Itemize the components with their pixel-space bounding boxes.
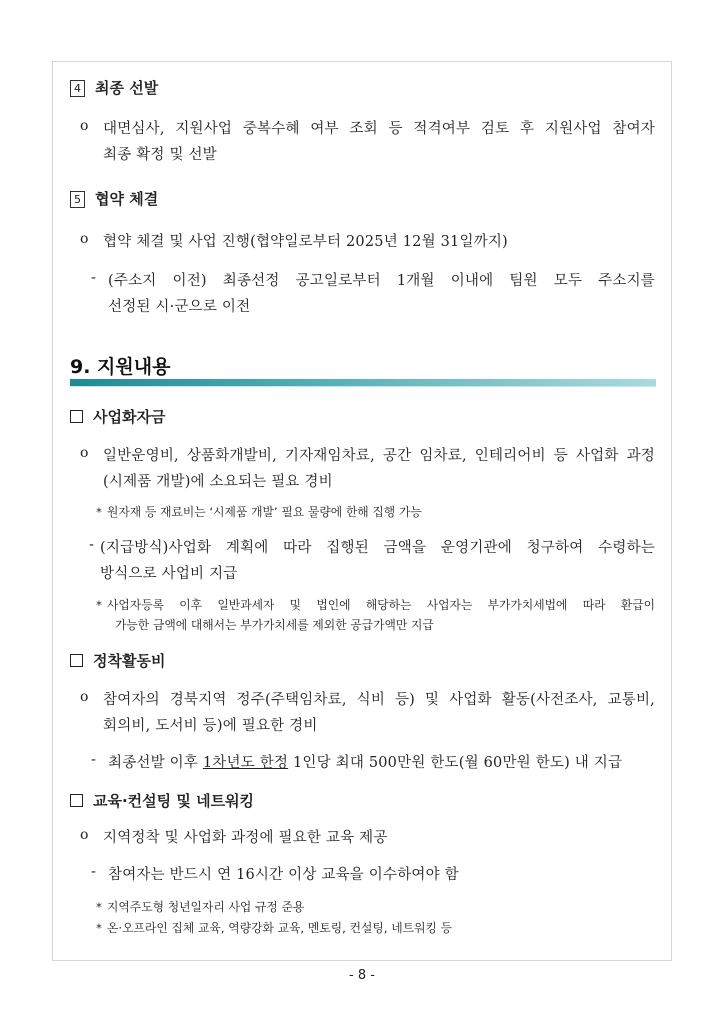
page-number: - 8 -: [349, 968, 375, 983]
checkbox-square-icon: [70, 654, 83, 667]
step4-item-line1: 대면심사, 지원사업 중복수혜 여부 조회 등 적격여부 검토 후 지원사업 참여자: [103, 121, 655, 137]
note-marker: *: [96, 921, 102, 935]
settle-title: 정착활동비: [93, 652, 166, 670]
biz-note2-line2: 가능한 금액에 대해서는 부가가치세를 제외한 공급가액만 지급: [115, 618, 434, 632]
edu-note1: 지역주도형 청년일자리 사업 규정 준용: [107, 900, 305, 914]
step4-heading: [70, 77, 158, 98]
settle-item2: [108, 751, 656, 772]
section-title-underline: [70, 386, 656, 387]
settle-item1-line1: 참여자의 경북지역 정주(주택임차료, 식비 등) 및 사업화 활동(사전조사, 교통비,: [103, 692, 655, 708]
bullet-marker: o: [80, 118, 89, 134]
edu-item1: 지역정착 및 사업화 과정에 필요한 교육 제공: [103, 830, 388, 846]
settle-item2-post: 1인당 최대 500만원 한도(월 60만원 한도) 내 지급: [288, 755, 623, 771]
edu-title: 교육·컨설팅 및 네트워킹: [93, 792, 255, 810]
section-title: 9. 지원내용: [70, 356, 171, 378]
step5-item: 협약 체결 및 사업 진행(협약일로부터 2025년 12월 31일까지): [103, 234, 508, 250]
edu-note2: 온·오프라인 집체 교육, 역량강화 교육, 멘토링, 컨설팅, 네트워킹 등: [107, 921, 453, 935]
step5-heading: [70, 188, 158, 209]
checkbox-square-icon: [70, 794, 83, 807]
step5-sub-line1: (주소지 이전) 최종선정 공고일로부터 1개월 이내에 팀원 모두 주소지를: [108, 273, 655, 289]
bullet-marker: o: [80, 689, 89, 705]
bullet-marker: o: [80, 827, 89, 843]
biz-title: 사업화자금: [93, 408, 166, 426]
step4-item-line2: 최종 확정 및 선발: [103, 147, 217, 163]
step5-title: 협약 체결: [95, 190, 159, 208]
step4-title: 최종 선발: [95, 79, 159, 97]
bullet-marker: o: [80, 231, 89, 247]
biz-heading: [70, 406, 165, 427]
dash-marker: -: [89, 537, 95, 553]
dash-marker: -: [91, 270, 97, 286]
dash-marker: -: [91, 752, 97, 768]
settle-item1-line2: 회의비, 도서비 등)에 필요한 경비: [103, 718, 318, 734]
section-title-bar: [70, 379, 656, 386]
biz-item2-line1: (지급방식)사업화 계획에 따라 집행된 금액을 운영기관에 청구하여 수령하는: [100, 540, 655, 556]
note-marker: *: [96, 900, 102, 914]
step4-number-box: 4: [70, 80, 85, 97]
biz-note1: 원자재 등 재료비는 ‘시제품 개발’ 필요 물량에 한해 집행 가능: [107, 505, 422, 519]
biz-item2-line2: 방식으로 사업비 지급: [100, 566, 238, 582]
bullet-marker: o: [80, 445, 89, 461]
settle-heading: [70, 650, 165, 671]
edu-heading: [70, 790, 254, 811]
note-marker: *: [96, 505, 102, 519]
step5-sub-line2: 선정된 시·군으로 이전: [108, 299, 251, 315]
checkbox-square-icon: [70, 410, 83, 423]
note-marker: *: [96, 598, 102, 612]
edu-item2: 참여자는 반드시 연 16시간 이상 교육을 이수하여야 함: [108, 867, 459, 883]
step5-number-box: 5: [70, 191, 85, 208]
settle-item2-underlined: 1차년도 한정: [202, 755, 289, 771]
settle-item2-pre: 최종선발 이후: [108, 755, 203, 771]
biz-item1-line1: 일반운영비, 상품화개발비, 기자재임차료, 공간 임차료, 인테리어비 등 사업화 과정: [103, 448, 655, 464]
biz-item1-line2: (시제품 개발)에 소요되는 필요 경비: [103, 474, 333, 490]
biz-note2-line1: 사업자등록 이후 일반과세자 및 법인에 해당하는 사업자는 부가가치세법에 따라 환급이: [107, 598, 655, 612]
dash-marker: -: [91, 864, 97, 880]
